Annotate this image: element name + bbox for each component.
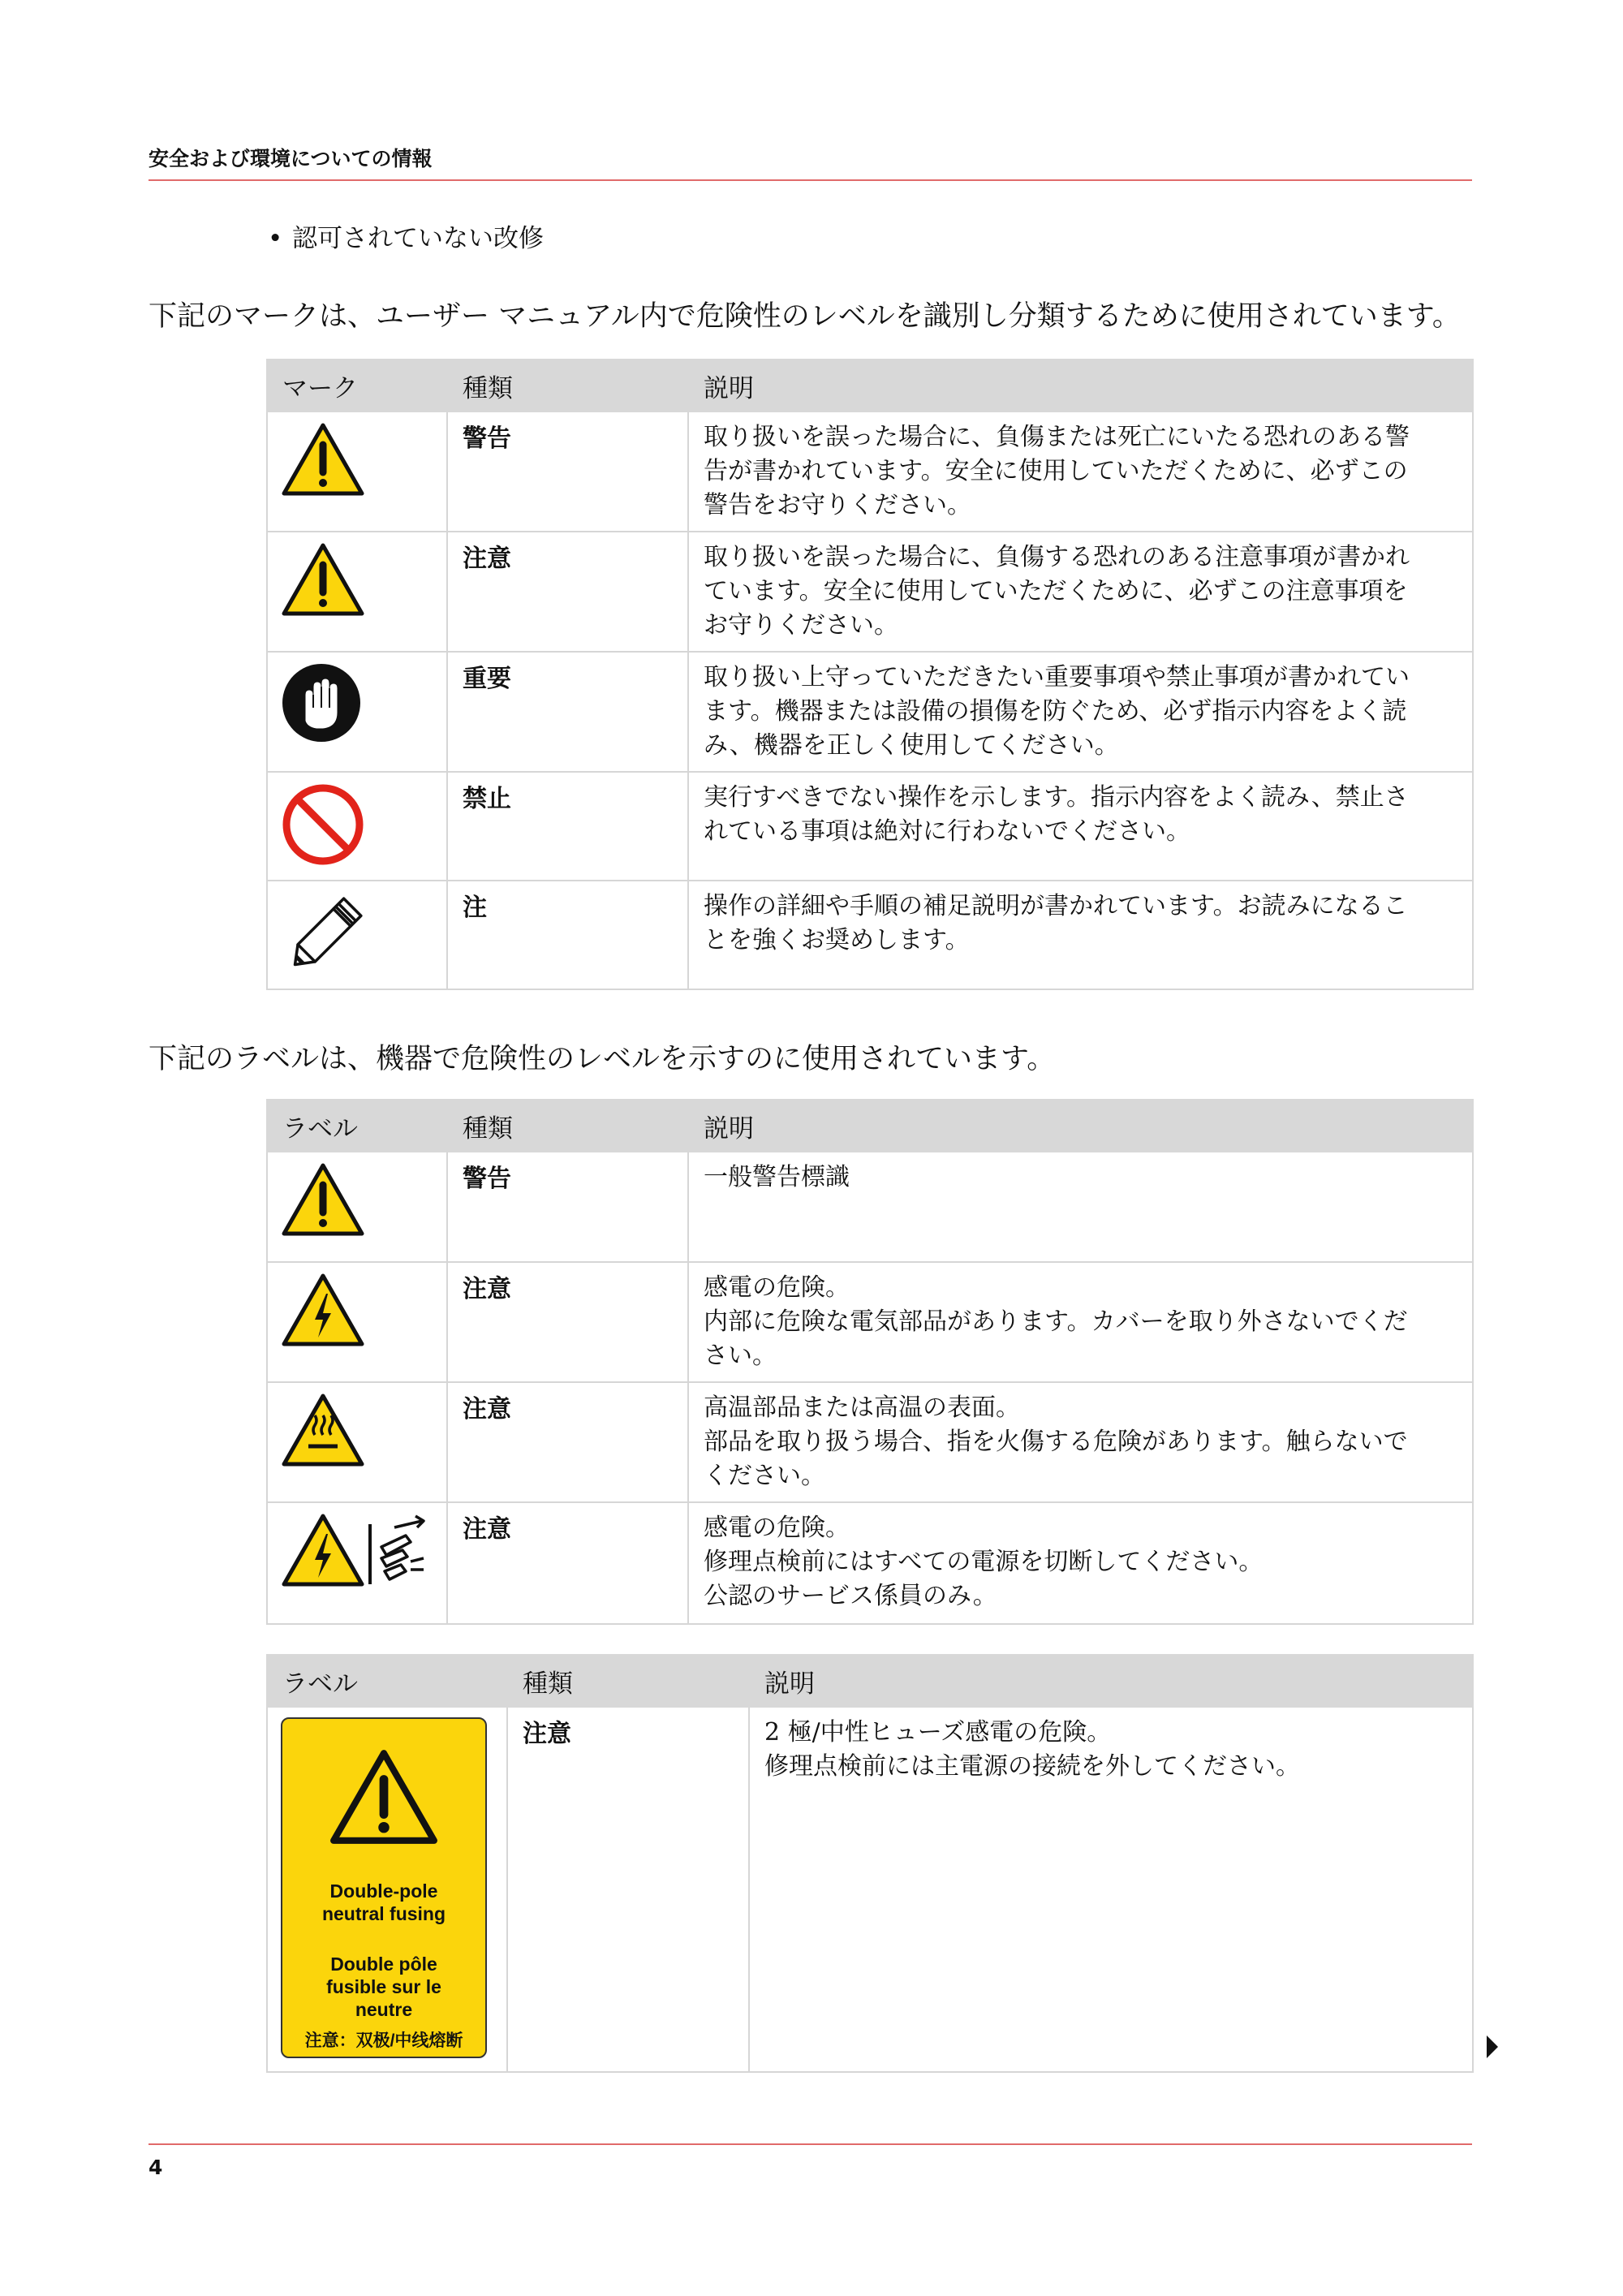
header-rule (149, 179, 1472, 181)
bullet-item (268, 218, 544, 254)
description-cell (688, 881, 1473, 989)
bullet-dot: • (268, 224, 283, 253)
table-row (267, 652, 1473, 772)
table-header-row (267, 1655, 1473, 1707)
table-row (267, 1262, 1473, 1382)
description-cell (749, 1707, 1473, 2072)
column-header: 説明 (688, 360, 1473, 411)
table-row (267, 1502, 1473, 1624)
prohibited-icon (281, 782, 365, 867)
icon-cell (267, 1382, 447, 1502)
type-cell: 重要 (447, 652, 688, 772)
column-header: マーク (267, 360, 447, 411)
description-text: 取り扱いを誤った場合に、負傷する恐れのある注意事項が書かれ ています。安全に使用していただくために、必ずこの注意事項を お守りください。 (704, 543, 1410, 640)
description-cell (688, 532, 1473, 652)
page-number: 4 (149, 2156, 163, 2179)
description-text: 取り扱い上守っていただきたい重要事項や禁止事項が書かれてい ます。機器または設備の損傷を防ぐため、必ず指示内容をよく読 み、機器を正しく使用してください。 (704, 663, 1410, 760)
description-cell (688, 1382, 1473, 1502)
type-cell: 注意 (447, 1502, 688, 1624)
icon-cell (267, 1262, 447, 1382)
description-text: 高温部品または高温の表面。 部品を取り扱う場合、指を火傷する危険があります。触らないで ください。 (704, 1394, 1408, 1490)
type-cell: 注意 (447, 1382, 688, 1502)
icon-cell (267, 1152, 447, 1262)
description-text: 2 極/中性ヒューズ感電の危険。 修理点検前には主電源の接続を外してください。 (764, 1718, 1300, 1781)
column-header: 種類 (507, 1655, 749, 1707)
description-cell (688, 1502, 1473, 1624)
column-header: ラベル (267, 1655, 507, 1707)
type-cell: 警告 (447, 1152, 688, 1262)
icon-cell (267, 1707, 507, 2072)
type-cell: 注意 (507, 1707, 749, 2072)
type-cell: 禁止 (447, 772, 688, 881)
table-header-row (267, 1100, 1473, 1152)
warning-triangle-icon (327, 1747, 441, 1847)
warning-triangle-icon (281, 1162, 365, 1237)
electric-shock-icon (281, 1273, 365, 1347)
icon-cell (267, 411, 447, 532)
type-cell: 警告 (447, 411, 688, 532)
label-text-french: Double pôle fusible sur le neutre (326, 1954, 441, 2020)
intro-labels: 下記のラベルは、機器で危険性のレベルを示すのに使用されています。 (149, 1043, 1056, 1075)
labels-table (266, 1099, 1474, 1625)
icon-cell (267, 1502, 447, 1624)
bullet-text: 認可されていない改修 (292, 224, 544, 253)
description-text: 実行すべきでない操作を示します。指示内容をよく読み、禁止さ れている事項は絶対に行わないでください。 (704, 783, 1409, 846)
icon-cell (267, 532, 447, 652)
table-row (267, 772, 1473, 881)
description-text: 一般警告標識 (704, 1163, 850, 1191)
description-text: 感電の危険。 修理点検前にはすべての電源を切断してください。 公認のサービス係員のみ。 (704, 1514, 1264, 1610)
label-text-chinese: 注意：双极/中线熔断 (304, 2031, 463, 2050)
table-header-row (267, 360, 1473, 411)
fuse-label-table (266, 1654, 1474, 2073)
description-cell (688, 652, 1473, 772)
column-header: 説明 (749, 1655, 1473, 1707)
warning-triangle-icon (281, 422, 365, 497)
type-cell: 注意 (447, 532, 688, 652)
table-row (267, 411, 1473, 532)
description-text: 感電の危険。 内部に危険な電気部品があります。カバーを取り外さないでくだ さい。 (704, 1273, 1408, 1370)
table-row (267, 532, 1473, 652)
description-text: 取り扱いを誤った場合に、負傷または死亡にいたる恐れのある警 告が書かれています。安全に使用していただくために、必ずこの 警告をお守りください。 (704, 423, 1410, 519)
description-cell (688, 772, 1473, 881)
description-text: 操作の詳細や手順の補足説明が書かれています。お読みになるこ とを強くお奨めします。 (704, 892, 1408, 954)
electric-shock-disconnect-icon (281, 1513, 432, 1587)
icon-cell (267, 772, 447, 881)
table-row (267, 1152, 1473, 1262)
footer-rule (149, 2143, 1472, 2145)
warning-triangle-icon (281, 542, 365, 617)
column-header: ラベル (267, 1100, 447, 1152)
table-row (267, 881, 1473, 989)
hot-surface-icon (281, 1393, 365, 1467)
page-header-title: 安全および環境についての情報 (149, 147, 433, 170)
type-cell: 注 (447, 881, 688, 989)
type-cell: 注意 (447, 1262, 688, 1382)
table-row (267, 1707, 1473, 2072)
description-cell (688, 1262, 1473, 1382)
column-header: 種類 (447, 360, 688, 411)
icon-cell (267, 652, 447, 772)
marks-table (266, 359, 1474, 990)
continue-arrow-icon (1487, 2035, 1498, 2058)
intro-marks: 下記のマークは、ユーザー マニュアル内で危険性のレベルを識別し分類するために使用されています。 (149, 300, 1461, 333)
column-header: 種類 (447, 1100, 688, 1152)
stop-hand-icon (281, 662, 362, 743)
label-text-english: Double-pole neutral fusing (321, 1880, 446, 1924)
pencil-note-icon (281, 891, 370, 977)
description-cell (688, 411, 1473, 532)
column-header: 説明 (688, 1100, 1473, 1152)
table-row (267, 1382, 1473, 1502)
icon-cell (267, 881, 447, 989)
fuse-warning-label (281, 1717, 487, 2058)
description-cell (688, 1152, 1473, 1262)
